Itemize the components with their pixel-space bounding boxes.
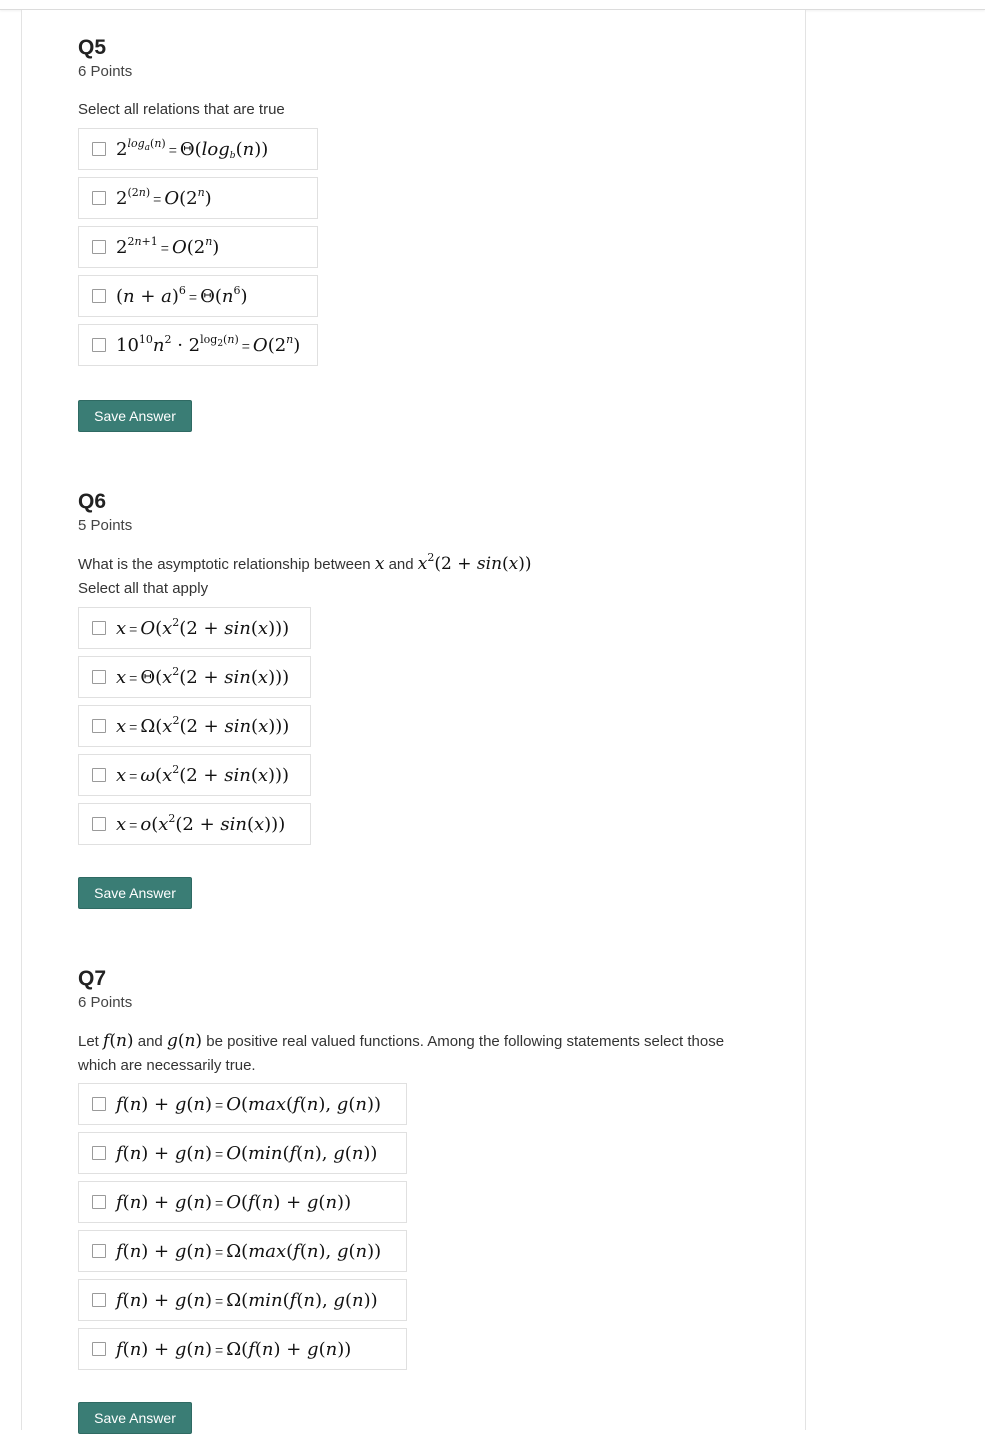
- q5-option-1[interactable]: [78, 128, 318, 170]
- checkbox-icon[interactable]: [92, 1342, 106, 1356]
- prompt-math-f: f(n): [103, 1031, 134, 1051]
- q5-option-4[interactable]: [78, 275, 318, 317]
- prompt-math-g: g(n): [166, 1031, 203, 1051]
- question-points: 6 Points: [78, 994, 133, 1011]
- question-title: Q7: [78, 967, 107, 990]
- option-math: $x = O(x^2(2 + \sin(x)))$: [116, 615, 290, 639]
- checkbox-icon[interactable]: [92, 1293, 106, 1307]
- prompt-and: and: [388, 556, 414, 573]
- checkbox-icon[interactable]: [92, 1146, 106, 1160]
- q6-option-2[interactable]: [78, 656, 311, 698]
- checkbox-icon[interactable]: [92, 191, 106, 205]
- option-math: $x = \Omega(x^2(2 + \sin(x)))$: [116, 713, 290, 737]
- question-points: 5 Points: [78, 517, 133, 534]
- q7-option-1[interactable]: [78, 1083, 407, 1125]
- option-math: f(n) + g(n) = Ω(max(f(n), g(n)): [116, 1240, 382, 1262]
- question-title: Q5: [78, 36, 107, 59]
- q6-option-3[interactable]: [78, 705, 311, 747]
- checkbox-icon[interactable]: [92, 142, 106, 156]
- prompt-let: Let: [78, 1033, 99, 1050]
- prompt-and: and: [137, 1033, 163, 1050]
- checkbox-icon[interactable]: [92, 621, 106, 635]
- checkbox-icon[interactable]: [92, 670, 106, 684]
- option-math: f(n) + g(n) = Ω(f(n) + g(n)): [116, 1338, 352, 1360]
- option-math: $2^{(2n)} = O(2^n)$: [116, 185, 212, 209]
- q6-option-5[interactable]: [78, 803, 311, 845]
- checkbox-icon[interactable]: [92, 719, 106, 733]
- option-math: f(n) + g(n) = Ω(min(f(n), g(n)): [116, 1289, 378, 1311]
- q6-option-1[interactable]: [78, 607, 311, 649]
- question-subprompt: Select all that apply: [78, 580, 209, 597]
- checkbox-icon[interactable]: [92, 817, 106, 831]
- q6-options: [78, 607, 311, 852]
- checkbox-icon[interactable]: [92, 338, 106, 352]
- q6-option-4[interactable]: [78, 754, 311, 796]
- option-math: $x = \omega(x^2(2 + \sin(x)))$: [116, 762, 290, 786]
- option-math: f(n) + g(n) = O(f(n) + g(n)): [116, 1191, 352, 1213]
- option-math: $2^{log_a(n)} = \Theta(\log_b(n))$: [116, 136, 269, 161]
- prompt-rest: be positive real valued functions. Among the following statements select those which are necessarily true.: [78, 1033, 725, 1074]
- save-answer-button[interactable]: Save Answer: [78, 400, 192, 432]
- option-math: $2^{2n+1} = O(2^n)$: [116, 234, 220, 258]
- q5-option-3[interactable]: [78, 226, 318, 268]
- question-q7: [78, 966, 738, 1078]
- checkbox-icon[interactable]: [92, 1195, 106, 1209]
- checkbox-icon[interactable]: [92, 289, 106, 303]
- option-math: $x = \Theta(x^2(2 + \sin(x)))$: [116, 664, 290, 688]
- prompt-math-x: x: [374, 554, 385, 574]
- q7-option-2[interactable]: [78, 1132, 407, 1174]
- q7-options: [78, 1083, 407, 1377]
- question-prompt: [78, 552, 778, 577]
- checkbox-icon[interactable]: [92, 240, 106, 254]
- option-math: f(n) + g(n) = O(max(f(n), g(n)): [116, 1093, 381, 1115]
- top-bar: [0, 0, 985, 10]
- prompt-math-expression: $x^2(2 + \sin(x))$: [417, 551, 532, 574]
- q7-option-3[interactable]: [78, 1181, 407, 1223]
- save-answer-button[interactable]: Save Answer: [78, 1402, 192, 1434]
- q7-option-6[interactable]: [78, 1328, 407, 1370]
- option-math: f(n) + g(n) = O(min(f(n), g(n)): [116, 1142, 378, 1164]
- checkbox-icon[interactable]: [92, 1097, 106, 1111]
- q5-option-2[interactable]: [78, 177, 318, 219]
- save-answer-button[interactable]: Save Answer: [78, 877, 192, 909]
- q5-options: [78, 128, 318, 373]
- checkbox-icon[interactable]: [92, 768, 106, 782]
- option-math: $x = o(x^2(2 + \sin(x)))$: [116, 811, 286, 835]
- option-math: $(n + a)^6 = \Theta(n^6)$: [116, 283, 248, 307]
- question-prompt: [78, 1029, 738, 1078]
- q5-option-5[interactable]: [78, 324, 318, 366]
- question-q5: [78, 35, 778, 122]
- question-title: Q6: [78, 490, 107, 513]
- checkbox-icon[interactable]: [92, 1244, 106, 1258]
- prompt-text: What is the asymptotic relationship between: [78, 556, 371, 573]
- question-prompt: Select all relations that are true: [78, 101, 285, 118]
- option-math: $10^{10}n^2 \cdot 2^{log_2(n)} = O(2^n)$: [116, 332, 301, 356]
- q7-option-4[interactable]: [78, 1230, 407, 1272]
- question-points: 6 Points: [78, 63, 133, 80]
- question-q6: [78, 489, 778, 601]
- q7-option-5[interactable]: [78, 1279, 407, 1321]
